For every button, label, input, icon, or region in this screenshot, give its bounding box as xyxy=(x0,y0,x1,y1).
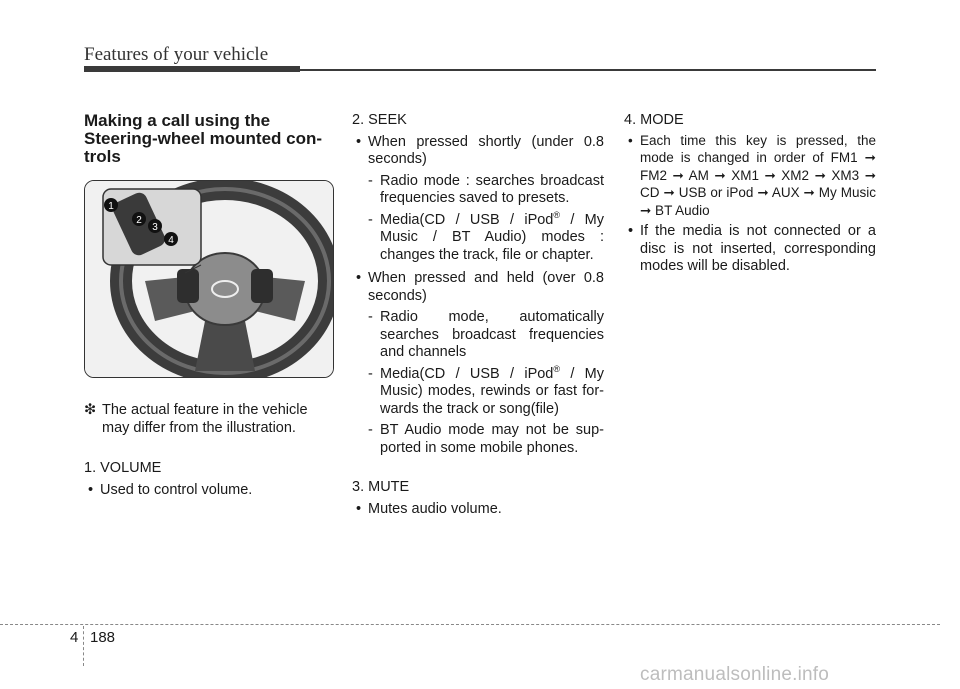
seek-short-press: • When pressed shortly (under 0.8 seconds) xyxy=(352,134,604,169)
volume-bullet: • Used to control volume. xyxy=(84,481,336,499)
mute-heading: 3. MUTE xyxy=(352,479,410,495)
seek-radio-mode: - Radio mode : searches broadcast frequencies saved to presets. xyxy=(352,173,604,208)
seek-media-mode: - Media(CD / USB / iPod® / My Music / BT Audio) modes : changes the track, file or chapter. xyxy=(352,212,604,265)
mode-disabled-bullet: • If the media is not connected or a disc is not inserted, corresponding modes will be disabled. xyxy=(624,223,876,276)
page-header-title: Features of your vehicle xyxy=(84,44,269,65)
seek-hold-press: • When pressed and held (over 0.8 seconds) xyxy=(352,270,604,305)
section-title: Making a call using the Steering-wheel mounted con- trols xyxy=(84,111,323,166)
seek-hold-media: - Media(CD / USB / iPod® / My Music) modes, rewinds or fast for- wards the track or song(file) xyxy=(352,366,604,419)
steering-wheel-svg xyxy=(85,181,333,377)
seek-heading: 2. SEEK xyxy=(352,112,407,128)
column-3 xyxy=(624,112,876,276)
column-1 xyxy=(84,112,336,166)
volume-heading: 1. VOLUME xyxy=(84,460,162,476)
illustration-note xyxy=(84,401,336,499)
column-2 xyxy=(352,112,604,518)
page-number: 188 xyxy=(90,629,116,646)
seek-hold-radio: - Radio mode, automatically searches broadcast frequencies and channels xyxy=(352,309,604,362)
footer-rule xyxy=(0,624,940,625)
callout-1: 1 xyxy=(108,201,114,212)
mode-heading: 4. MODE xyxy=(624,112,684,128)
steering-wheel-illustration xyxy=(84,180,334,378)
header-bar xyxy=(84,66,300,72)
chapter-number: 4 xyxy=(70,629,79,646)
mode-order-bullet: • Each time this key is pressed, the mode is changed in order of FM1 ➞ FM2 ➞ AM ➞ XM1 ➞ XM2 ➞ XM3 ➞ CD ➞ USB or iPod ➞ AUX ➞ My Music ➞ BT Audio xyxy=(624,132,876,220)
callout-4: 4 xyxy=(168,235,174,246)
footer-divider xyxy=(83,626,84,666)
callout-2: 2 xyxy=(136,215,142,226)
seek-bt-audio: - BT Audio mode may not be sup- ported in some mobile phones. xyxy=(352,422,604,457)
header-rule xyxy=(300,69,876,71)
watermark: carmanualsonline.info xyxy=(640,664,830,685)
callout-3: 3 xyxy=(152,222,158,233)
note-text: The actual feature in the vehicle may differ from the illustration. xyxy=(102,402,308,436)
mute-bullet: • Mutes audio volume. xyxy=(352,501,604,519)
note-symbol: ❇ xyxy=(84,402,97,418)
